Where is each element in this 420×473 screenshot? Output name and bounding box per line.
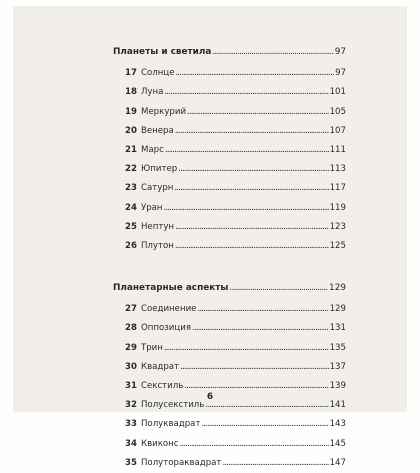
dot-leader — [164, 199, 329, 218]
toc-section-heading — [113, 279, 346, 298]
dot-leader — [164, 339, 329, 358]
toc-entry — [113, 237, 346, 256]
entry-page: 105 — [329, 106, 346, 117]
entry-page: 97 — [335, 68, 346, 79]
entry-number: 19 — [125, 106, 137, 117]
section-page: 97 — [334, 47, 346, 57]
entry-title: Луна — [140, 87, 164, 98]
toc-entry — [113, 64, 346, 83]
book-page — [13, 6, 407, 468]
entry-title: Плутон — [140, 240, 174, 251]
entry-number: 26 — [125, 240, 137, 251]
entry-title: Полусекстиль — [140, 400, 205, 411]
entry-page: 119 — [329, 202, 346, 213]
toc-section-heading — [113, 43, 346, 62]
entry-title: Полуквадрат — [140, 419, 201, 430]
entry-title: Нептун — [140, 221, 175, 232]
dot-leader — [175, 218, 329, 237]
section-page: 129 — [329, 283, 346, 294]
dot-leader — [180, 435, 329, 454]
entry-title: Секстиль — [140, 381, 184, 391]
entry-title: Оппозиция — [140, 323, 191, 334]
toc-entry — [113, 103, 346, 122]
entry-number: 31 — [125, 381, 137, 391]
entry-page: 131 — [329, 323, 346, 334]
section-title: Планетарные аспекты — [113, 283, 229, 294]
entry-number: 29 — [125, 342, 137, 353]
toc-entry — [113, 339, 346, 358]
entry-title: Квадрат — [140, 361, 180, 372]
entry-page: 145 — [329, 438, 346, 449]
entry-title: Соединение — [140, 304, 197, 315]
entry-page: 147 — [329, 457, 346, 468]
entry-title: Юпитер — [140, 164, 178, 175]
entry-title: Трин — [140, 342, 163, 353]
dot-leader — [187, 103, 329, 122]
toc-entry — [113, 218, 346, 237]
toc-entry — [113, 122, 346, 141]
dot-leader — [222, 454, 328, 473]
entry-title: Уран — [140, 202, 163, 213]
entry-title: Сатурн — [140, 183, 174, 194]
entry-number: 20 — [125, 125, 137, 136]
dot-leader — [175, 122, 329, 141]
entry-number: 27 — [125, 304, 137, 315]
toc-entry — [113, 435, 346, 454]
dot-leader — [180, 358, 329, 377]
dot-leader — [229, 279, 328, 298]
entry-page: 107 — [329, 125, 346, 136]
entry-page: 117 — [329, 183, 346, 194]
toc-section-aspects — [113, 279, 346, 473]
entry-number: 22 — [125, 164, 137, 175]
entry-number: 18 — [125, 87, 137, 98]
entry-page: 123 — [329, 221, 346, 232]
entry-number: 30 — [125, 361, 137, 372]
toc-entry — [113, 319, 346, 338]
toc-entry — [113, 199, 346, 218]
toc-entry — [113, 358, 346, 377]
entry-number: 33 — [125, 419, 137, 430]
entry-number: 28 — [125, 323, 137, 334]
entry-title: Полутораквадрат — [140, 457, 222, 468]
entry-number: 24 — [125, 202, 137, 213]
entry-page: 135 — [329, 342, 346, 353]
entry-page: 113 — [329, 164, 346, 175]
table-of-contents — [113, 43, 346, 473]
toc-section-planets — [113, 43, 346, 256]
dot-leader — [165, 141, 329, 160]
entry-page: 141 — [329, 400, 346, 411]
entry-title: Солнце — [140, 68, 175, 79]
entry-number: 21 — [125, 144, 137, 155]
dot-leader — [175, 64, 334, 83]
entry-number: 35 — [125, 457, 137, 468]
entry-page: 101 — [329, 87, 346, 98]
dot-leader — [197, 300, 328, 319]
dot-leader — [212, 43, 333, 62]
dot-leader — [175, 237, 329, 256]
dot-leader — [201, 415, 328, 434]
entry-page: 137 — [329, 361, 346, 372]
toc-entry — [113, 415, 346, 434]
entry-number: 34 — [125, 438, 137, 449]
dot-leader — [192, 319, 329, 338]
entry-number: 32 — [125, 400, 137, 411]
entry-title: Марс — [140, 144, 164, 155]
toc-entry — [113, 83, 346, 102]
entry-number: 23 — [125, 183, 137, 194]
entry-number: 17 — [125, 68, 137, 79]
dot-leader — [174, 179, 328, 198]
toc-entry — [113, 300, 346, 319]
toc-entry — [113, 454, 346, 473]
page-number: 6 — [206, 392, 214, 402]
dot-leader — [178, 160, 328, 179]
entry-page: 139 — [329, 381, 346, 391]
entry-page: 125 — [329, 240, 346, 251]
entry-title: Венера — [140, 125, 174, 136]
toc-entry — [113, 141, 346, 160]
entry-title: Квиконс — [140, 438, 179, 449]
entry-title: Меркурий — [140, 106, 187, 117]
toc-entry — [113, 160, 346, 179]
toc-entry — [113, 179, 346, 198]
entry-page: 143 — [329, 419, 346, 430]
entry-page: 129 — [329, 304, 346, 315]
dot-leader — [164, 83, 328, 102]
entry-number: 25 — [125, 221, 137, 232]
section-title: Планеты и светила — [113, 47, 212, 57]
entry-page: 111 — [329, 144, 346, 155]
